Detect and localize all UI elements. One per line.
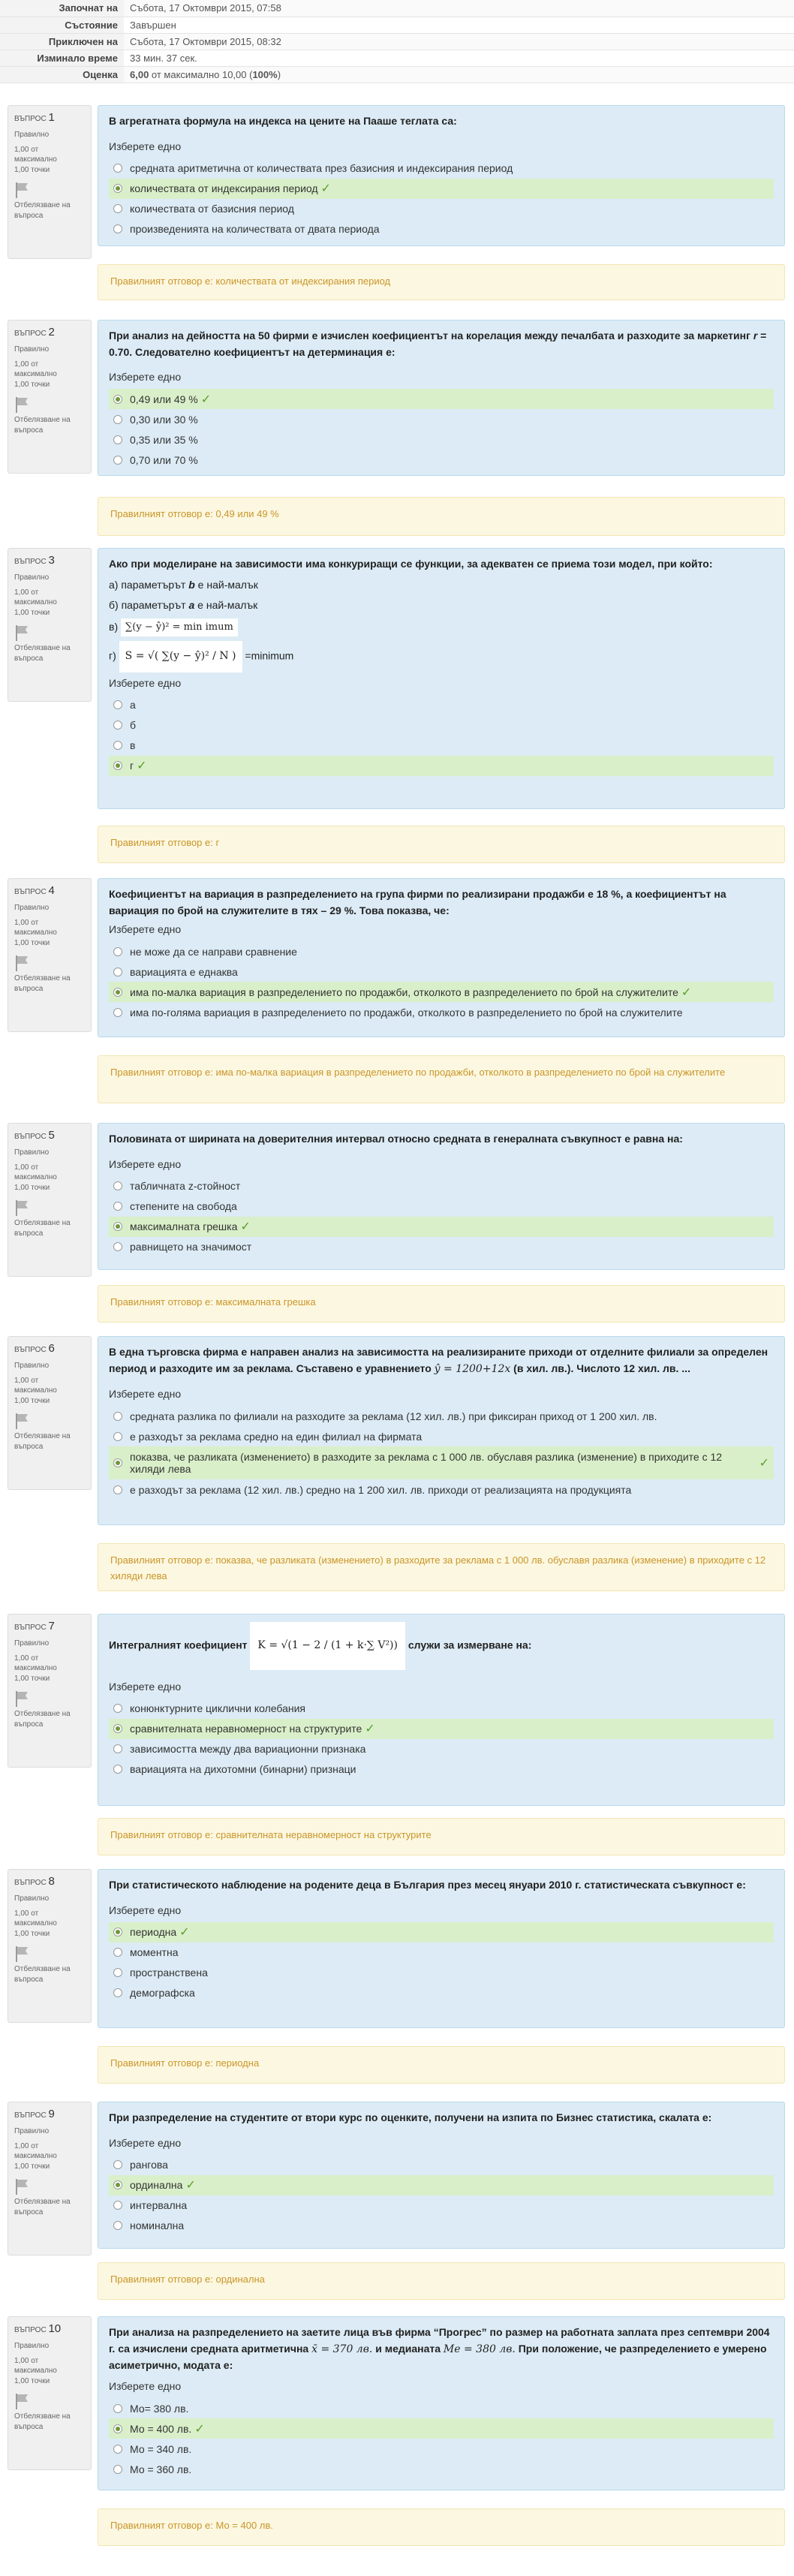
question-formulation [98,1614,785,1806]
question-formulation [98,1869,785,2028]
radio-button-selected[interactable] [113,1458,122,1467]
flag-icon[interactable] [14,1690,85,1708]
flag-icon[interactable] [14,2177,85,2195]
flag-icon[interactable] [14,954,85,972]
answer-list [109,1176,774,1257]
question-info [8,1336,92,1490]
radio-button-selected[interactable] [113,2424,122,2433]
answer-list [109,1699,774,1780]
option-b-text: б) параметърът a е най-малък [109,599,258,612]
radio-button-selected[interactable] [113,988,122,997]
question-number: ВЪПРОС 8 [14,1875,55,1888]
question-state: Правилно [14,1639,50,1648]
answer-prompt: Изберете едно [109,1903,182,1916]
summary-value: Събота, 17 Октомври 2015, 08:32 [124,33,794,50]
question-grade: 1,00 от максимално 1,00 точки [14,360,57,389]
answer-list [109,695,774,776]
radio-button[interactable] [113,224,122,233]
question-state: Правилно [14,2342,50,2351]
answer-option[interactable]: равнището на значимост [109,1237,774,1257]
question-text: Коефициентът на вариация в разпределението на група фирми по реализирани продажби е 18 %, а коефициентът на вариация по брой на служителите в тях – 29 %. Това показва, че: [109,888,726,916]
radio-button[interactable] [113,1485,122,1494]
question-grade: 1,00 от максимално 1,00 точки [14,145,57,174]
flag-icon[interactable] [14,1412,85,1430]
formula-min-residuals: ∑(y − ŷ)² = min imum [121,618,238,636]
answer-option[interactable]: табличната z-стойност [109,1176,774,1196]
answer-option-correct[interactable]: показва, че разликата (изменението) в разходите за реклама с 1 000 лв. обуславя разлика (изменение) в приходите с 12 хиляди лева ✓ [109,1446,774,1479]
question-number: ВЪПРОС 4 [14,884,55,897]
question-formulation [98,2316,785,2490]
radio-button[interactable] [113,1744,122,1753]
question-formulation [98,1123,785,1270]
answer-option[interactable]: Мо= 380 лв. [109,2398,774,2418]
radio-button[interactable] [113,1765,122,1774]
question-number: ВЪПРОС 7 [14,1620,55,1633]
radio-button[interactable] [113,2465,122,2474]
checkmark-icon: ✓ [194,2422,205,2436]
question-grade: 1,00 от максимално 1,00 точки [14,588,57,617]
regression-equation: ŷ = 1200+12x [434,1362,511,1375]
question-formulation [98,105,785,246]
flag-question-link[interactable]: Отбелязване на въпроса [14,1710,71,1729]
question-state: Правилно [14,1148,50,1157]
question-text: При анализ на дейността на 50 фирми е изчислен коефициентът на корелация между печалбата и разходите за маркетинг r = 0.70. Следователно коефициентът на детерминация е: [109,330,767,358]
flag-question-link[interactable]: Отбелязване на въпроса [14,974,71,993]
feedback-box: Правилният отговор е: 0,49 или 49 % [98,497,785,536]
summary-value: Събота, 17 Октомври 2015, 07:58 [124,0,794,17]
radio-button[interactable] [113,1704,122,1713]
summary-grade-value [124,66,794,83]
question-text: При разпределение на студентите от втори курс по оценките, получени на изпита по Бизнес статистика, скалата е: [109,2111,712,2123]
answer-list [109,2398,774,2479]
question-text: Половината от ширината на доверителния интервал относно средната в генералната съвкупност е равна на: [109,1133,683,1145]
radio-button[interactable] [113,1968,122,1977]
answer-option-correct[interactable]: периодна ✓ [109,1922,774,1943]
answer-option[interactable]: степените на свобода [109,1196,774,1217]
answer-option[interactable]: вариацията е еднаква [109,961,774,982]
question-info [8,548,92,702]
question-info [8,1123,92,1277]
question-state: Правилно [14,904,50,913]
radio-button-selected[interactable] [113,395,122,404]
answer-list [109,2155,774,2236]
summary-value: Завършен [124,17,794,33]
question-text: Ако при моделиране на зависимости има конкуриращи се функции, за адекватен се приема този модел, при който: а) параметърът b е най-малък б) параметърът a е най-малък в) ∑(y − ŷ)² = min imum г) S = √( ∑(y − ŷ)² / N ) =minimum [109,556,774,673]
question-text: В една търговска фирма е направен анализ на зависимостта на реализираните приходи от отделните филиали за определен период и разходите им за реклама. Съставено е уравнението ŷ = 1200+12x (в хил. лв.). Числото 12 хил. лв. ... [109,1346,768,1375]
question-state: Правилно [14,1362,50,1371]
answer-option[interactable]: е разходът за реклама (12 хил. лв.) средно на 1 200 хил. лв. приходи от реализацията на продукцията [109,1479,774,1500]
answer-option[interactable]: интервална [109,2195,774,2216]
summary-label: Изминало време [0,50,124,66]
answer-option[interactable]: 0,70 или 70 % [109,450,774,470]
answer-list [109,1922,774,2003]
radio-button-selected[interactable] [113,184,122,193]
flag-question-link[interactable]: Отбелязване на въпроса [14,201,71,220]
answer-prompt: Изберете едно [109,923,182,936]
question-text: В агрегатната формула на индекса на цените на Пааше теглата са: [109,115,457,127]
radio-button[interactable] [113,2445,122,2454]
radio-button-selected[interactable] [113,2180,122,2189]
radio-button[interactable] [113,456,122,465]
answer-option[interactable]: не може да се направи сравнение [109,941,774,961]
summary-label: Оценка [0,66,124,83]
feedback-box: Правилният отговор е: количествата от индексирания период [98,264,785,300]
question-info [8,2316,92,2470]
integral-coefficient-formula: K = √(1 − 2 / (1 + k·∑ V²)) [250,1622,405,1670]
answer-option[interactable]: конюнктурните циклични колебания [109,1699,774,1719]
answer-option[interactable]: демографска [109,1983,774,2003]
grade-percent: 100% [252,68,278,80]
answer-option[interactable]: има по-голяма вариация в разпределението по продажби, отколкото в разпределението по брой на служителите [109,1002,774,1022]
checkmark-icon: ✓ [681,986,692,999]
checkmark-icon: ✓ [240,1220,251,1234]
flag-question-link[interactable]: Отбелязване на въпроса [14,1219,71,1238]
feedback-box: Правилният отговор е: сравнителната неравномерност на структурите [98,1818,785,1855]
feedback-box: Правилният отговор е: ординална [98,2262,785,2300]
question-text: При анализа на разпределението на заетите лица във фирма “Прогрес” по размер на работната заплата през септември 2004 г. са изчислени средната аритметична x̄ = 370 лв. и медианата Me = 380 лв. При положение, че разпределението е умерено асиметрично, модата е: [109,2326,770,2372]
answer-option[interactable]: вариацията на дихотомни (бинарни) признаци [109,1759,774,1780]
flag-question-link[interactable]: Отбелязване на въпроса [14,416,71,435]
answer-prompt: Изберете едно [109,676,182,689]
question-formulation [98,548,785,809]
question-state: Правилно [14,345,50,354]
answer-prompt: Изберете едно [109,2380,182,2393]
radio-button[interactable] [113,2201,122,2210]
answer-prompt: Изберете едно [109,2136,182,2149]
answer-option[interactable]: количествата от базисния период [109,199,774,219]
radio-button[interactable] [113,2404,122,2413]
question-text: При статистическото наблюдение на родените деца в България през месец януари 2010 г. статистическата съвкупност е: [109,1879,746,1891]
answer-option[interactable]: средната аритметична от количествата през базисния и индексирания период [109,158,774,179]
question-state: Правилно [14,2127,50,2136]
median-formula: Me = 380 лв. [443,2343,516,2355]
checkmark-icon: ✓ [759,1457,769,1470]
grade-max: от максимално 10,00 ( [149,68,253,80]
question-number: ВЪПРОС 1 [14,111,55,124]
question-info [8,2102,92,2256]
answer-prompt: Изберете едно [109,371,182,384]
flag-icon[interactable] [14,2392,85,2410]
radio-button[interactable] [113,947,122,956]
answer-option[interactable]: произведенията на количествата от двата периода [109,219,774,239]
answer-option-correct[interactable]: г ✓ [109,756,774,776]
question-state: Правилно [14,131,50,140]
radio-button-selected[interactable] [113,1927,122,1937]
checkmark-icon: ✓ [137,760,147,773]
grade-score: 6,00 [130,68,149,80]
flag-question-link[interactable]: Отбелязване на въпроса [14,2412,71,2431]
radio-button-selected[interactable] [113,1222,122,1231]
radio-button[interactable] [113,415,122,424]
answer-option-correct[interactable]: 0,49 или 49 % ✓ [109,389,774,409]
answer-option[interactable]: рангова [109,2155,774,2175]
answer-list [109,1406,774,1500]
question-grade: 1,00 от максимално 1,00 точки [14,1909,57,1938]
summary-label: Състояние [0,17,124,33]
answer-list [109,158,774,239]
answer-option[interactable]: пространствена [109,1963,774,1983]
checkmark-icon: ✓ [185,2179,196,2192]
mean-formula: x̄ = 370 лв. [311,2343,373,2355]
question-number: ВЪПРОС 2 [14,326,55,339]
answer-option[interactable]: средната разлика по филиали на разходите за реклама (12 хил. лв.) при фиксиран приход от 1 200 хил. лв. [109,1406,774,1426]
answer-option[interactable]: Мо = 340 лв. [109,2439,774,2459]
answer-prompt: Изберете едно [109,1157,182,1170]
radio-button[interactable] [113,1202,122,1211]
question-number: ВЪПРОС 5 [14,1129,55,1142]
question-number: ВЪПРОС 9 [14,2108,55,2120]
answer-option[interactable]: зависимостта между два вариационни признака [109,1739,774,1759]
summary-label: Приключен на [0,33,124,50]
question-info [8,1614,92,1768]
radio-button[interactable] [113,1412,122,1421]
summary-value: 33 мин. 37 сек. [124,50,794,66]
question-formulation [98,878,785,1037]
question-grade: 1,00 от максимално 1,00 точки [14,1376,57,1405]
answer-list [109,941,774,1022]
flag-icon[interactable] [14,624,85,642]
answer-prompt: Изберете едно [109,1388,182,1401]
checkmark-icon: ✓ [179,1926,190,1940]
answer-option-correct[interactable]: максималната грешка ✓ [109,1217,774,1237]
answer-option[interactable]: е разходът за реклама средно на един филиал на фирмата [109,1426,774,1446]
answer-option-correct[interactable]: количествата от индексирания период ✓ [109,179,774,199]
flag-question-link[interactable]: Отбелязване на въпроса [14,1965,71,1984]
answer-option[interactable]: 0,30 или 30 % [109,409,774,429]
flag-question-link[interactable]: Отбелязване на въпроса [14,2198,71,2216]
checkmark-icon: ✓ [200,393,212,406]
question-formulation [98,320,785,476]
radio-button[interactable] [113,204,122,213]
question-grade: 1,00 от максимално 1,00 точки [14,1163,57,1192]
answer-option[interactable]: б [109,715,774,736]
radio-button[interactable] [113,2221,122,2230]
answer-prompt: Изберете едно [109,1680,182,1693]
formula-standard-error: S = √( ∑(y − ŷ)² / N ) [119,641,242,673]
question-grade: 1,00 от максимално 1,00 точки [14,1654,57,1683]
radio-button-selected[interactable] [113,761,122,770]
checkmark-icon: ✓ [365,1723,375,1736]
flag-question-link[interactable]: Отбелязване на въпроса [14,1432,71,1451]
radio-button[interactable] [113,968,122,977]
radio-button[interactable] [113,721,122,730]
question-info [8,105,92,259]
answer-option[interactable]: а [109,695,774,715]
question-info [8,878,92,1032]
radio-button[interactable] [113,741,122,750]
feedback-box: Правилният отговор е: Мо = 400 лв. [98,2508,785,2546]
option-g-text: г) S = √( ∑(y − ŷ)² / N ) =minimum [109,641,774,673]
flag-icon[interactable] [14,1199,85,1217]
answer-option[interactable]: моментна [109,1943,774,1963]
radio-button[interactable] [113,1181,122,1190]
feedback-box: Правилният отговор е: показва, че разликата (изменението) в разходите за реклама с 1 000 лв. обуславя разлика (изменение) в приходите с 12 хиляди лева [98,1543,785,1591]
answer-option[interactable]: в [109,736,774,756]
radio-button[interactable] [113,700,122,709]
grade-close: ) [277,68,281,80]
question-info [8,320,92,474]
radio-button[interactable] [113,2160,122,2169]
answer-list [109,389,774,470]
radio-button[interactable] [113,1948,122,1957]
radio-button[interactable] [113,1988,122,1997]
option-a-text: а) параметърът b е най-малък [109,578,258,591]
feedback-box: Правилният отговор е: максималната грешка [98,1285,785,1323]
question-grade: 1,00 от максимално 1,00 точки [14,2141,57,2171]
flag-icon[interactable] [14,181,85,199]
question-number: ВЪПРОС 3 [14,554,55,567]
answer-prompt: Изберете едно [109,140,182,152]
flag-icon[interactable] [14,1945,85,1963]
answer-option[interactable]: 0,35 или 35 % [109,429,774,450]
question-info [8,1869,92,2023]
answer-option-correct[interactable]: ординална ✓ [109,2175,774,2195]
answer-option[interactable]: номинална [109,2216,774,2236]
answer-option[interactable]: Мо = 360 лв. [109,2459,774,2479]
radio-button[interactable] [113,164,122,173]
answer-option-correct[interactable]: има по-малка вариация в разпределението по продажби, отколкото в разпределението по брой на служителите ✓ [109,982,774,1002]
question-formulation [98,2102,785,2249]
question-grade: 1,00 от максимално 1,00 точки [14,918,57,947]
radio-button-selected[interactable] [113,1724,122,1733]
question-number: ВЪПРОС 6 [14,1342,55,1355]
question-state: Правилно [14,573,50,582]
feedback-box: Правилният отговор е: има по-малка вариация в разпределението по продажби, отколкото в разпределението по брой на служителите [98,1055,785,1103]
feedback-box: Правилният отговор е: периодна [98,2046,785,2084]
attempt-summary [0,0,794,83]
flag-icon[interactable] [14,396,85,414]
radio-button[interactable] [113,435,122,444]
question-grade: 1,00 от максимално 1,00 точки [14,2356,57,2385]
flag-question-link[interactable]: Отбелязване на въпроса [14,644,71,663]
question-number: ВЪПРОС 10 [14,2322,62,2335]
question-state: Правилно [14,1894,50,1903]
question-formulation [98,1336,785,1525]
radio-button[interactable] [113,1242,122,1251]
checkmark-icon: ✓ [320,182,331,196]
question-text: Интегралният коефициент K = √(1 − 2 / (1 + k·∑ V²)) служи за измерване на: [109,1622,774,1670]
summary-label: Започнат на [0,0,124,17]
feedback-box: Правилният отговор е: г [98,826,785,863]
radio-button[interactable] [113,1008,122,1017]
answer-option-correct[interactable]: Мо = 400 лв. ✓ [109,2418,774,2439]
radio-button[interactable] [113,1432,122,1441]
answer-option-correct[interactable]: сравнителната неравномерност на структурите ✓ [109,1719,774,1739]
option-v-text: в) ∑(y − ŷ)² = min imum [109,618,774,636]
